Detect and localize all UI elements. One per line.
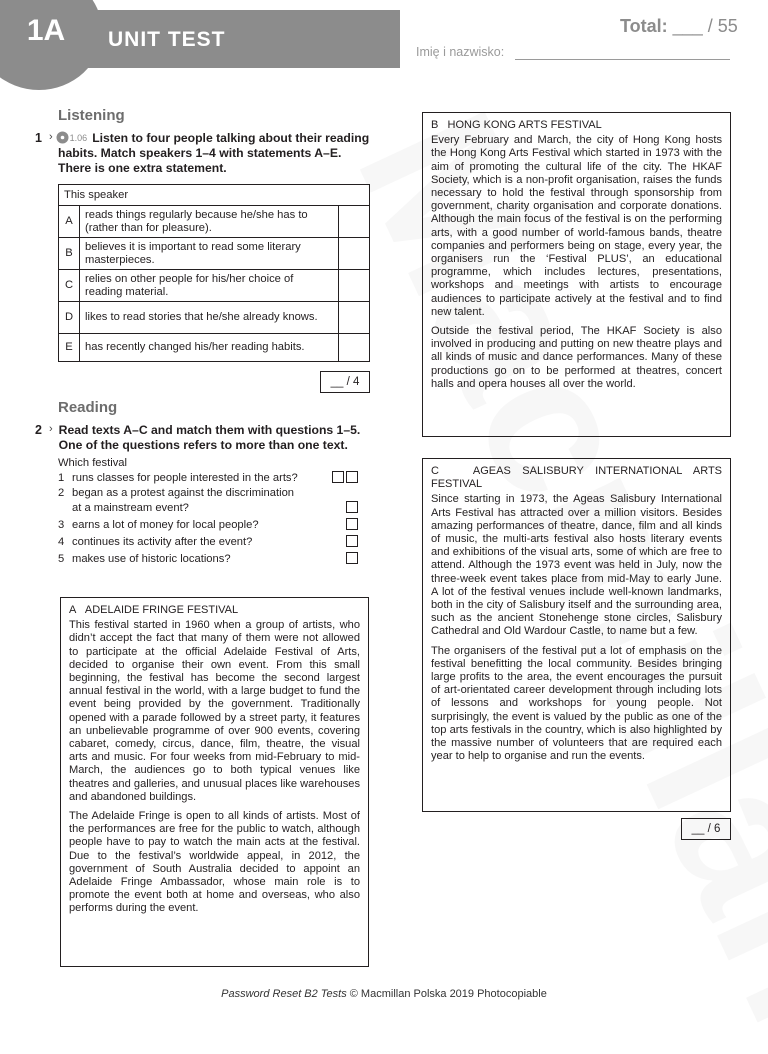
name-field[interactable]	[515, 59, 730, 60]
text-paragraph: The organisers of the festival put a lot of emphasis on the festival benefitting the local community. Besides bringing large profits to the area, the event encourages the pursuit of art-orientated career development through including lots of lessons and workshops for young people. Not surprisingly, the event is valued by the public as one of the top arts festivals in the country, which is also highlighted by the massive number of volunteers that are required each year to help to organise and run the events.	[431, 644, 722, 763]
name-label: Imię i nazwisko:	[416, 45, 505, 59]
question-text: earns a lot of money for local people?	[72, 519, 259, 531]
text-letter: B	[431, 119, 439, 131]
text-letter: C	[431, 465, 439, 477]
unit-number: 1A	[26, 14, 66, 47]
table-header: This speaker	[59, 185, 370, 206]
question-item	[58, 486, 358, 501]
text-letter: A	[69, 604, 77, 616]
chevron-right-icon: ›	[49, 423, 53, 435]
instruction-line: One of the questions refers to more than one text.	[58, 438, 348, 452]
text-paragraph: Since starting in 1973, the Ageas Salisbury International Arts Festival has attracted over a million visitors. Besides amazing performances of theatre, dance, film and all kinds of music, the multi-arts festival also hosts literary events and exhibitions of the visual arts, some of which are free to attend. Although the 1973 event was held in July, now the three-week event takes place from mid-May to early June. A lot of the festival venues include well-known landmarks, both in the city of Salisbury itself and the surrounding area, such as the ancient Stonehenge stone circles, Salisbury Cathedral and Old Wardour Castle, to name but a few.	[431, 493, 722, 638]
question-item-continued	[58, 501, 358, 516]
task-number: 2	[35, 423, 42, 437]
question-number: 1	[58, 472, 65, 484]
row-statement: has recently changed his/her reading habits.	[80, 334, 339, 362]
question-item	[58, 535, 358, 550]
row-letter: C	[59, 270, 80, 302]
table-row	[59, 302, 370, 334]
page-title: UNIT TEST	[108, 28, 226, 51]
text-title: ADELAIDE FRINGE FESTIVAL	[84, 604, 239, 616]
instruction-line: Read texts A–C and match them with questions 1–5.	[58, 423, 361, 437]
text-paragraph: The Adelaide Fringe is open to all kinds of artists. Most of the performances are free for the public to watch, although people have to pay to watch the main acts at the festival. Due to the festival’s worldwide appeal, in 2012, the government of South Australia decided to appoint an Adelaide Fringe Ambassador, whose main role is to promote the event both at home and overseas, who also performs during the event.	[69, 810, 360, 915]
track-number: 1.06	[69, 132, 88, 143]
row-statement: relies on other people for his/her choice of reading material.	[80, 270, 339, 302]
page-footer	[0, 988, 768, 1000]
table-row	[59, 206, 370, 238]
unit-badge	[0, 0, 102, 90]
footer-copyright: © Macmillan Polska 2019 Photocopiable	[349, 988, 547, 1000]
answer-box[interactable]	[346, 471, 358, 483]
row-statement: likes to read stories that he/she already knows.	[80, 302, 339, 334]
question-list	[58, 456, 358, 567]
question-text: runs classes for people interested in the arts?	[72, 472, 298, 484]
reading-section-title: Reading	[58, 399, 118, 416]
answer-box[interactable]	[332, 471, 344, 483]
answer-cell[interactable]	[339, 270, 370, 302]
text-b-heading	[431, 119, 722, 132]
text-a-box	[60, 597, 369, 967]
answer-cell[interactable]	[339, 206, 370, 238]
text-c-box	[422, 458, 731, 812]
question-number: 4	[58, 536, 65, 548]
instruction-line: There is one extra statement.	[58, 161, 227, 175]
row-letter: E	[59, 334, 80, 362]
matching-table	[58, 184, 370, 362]
text-paragraph: Outside the festival period, The HKAF Society is also involved in producing and putting on new theatre plays and all kinds of music and dance performances. Many of these productions go on to be performed at theatres, concert halls and opera houses all over the world.	[431, 325, 722, 390]
answer-box[interactable]	[346, 552, 358, 564]
row-letter: A	[59, 206, 80, 238]
answer-box[interactable]	[346, 501, 358, 513]
question-text: continues its activity after the event?	[72, 536, 253, 548]
answer-cell[interactable]	[339, 334, 370, 362]
task-number: 1	[35, 131, 42, 145]
question-text: began as a protest against the discrimination	[72, 487, 295, 499]
row-statement: reads things regularly because he/she has to (rather than for pleasure).	[80, 206, 339, 238]
question-stem: Which festival	[58, 457, 128, 469]
reading-score[interactable]: __ / 6	[681, 818, 731, 840]
answer-cell[interactable]	[339, 238, 370, 270]
audio-cd-icon[interactable]	[56, 131, 88, 144]
question-item	[58, 471, 358, 486]
text-paragraph: This festival started in 1960 when a group of artists, who didn’t accept the fact that many of them were not allowed to participate at the official Adelaide Festival of Arts, decided to organise their own event. From this small beginning, the festival has become the second largest annual festival in the world, with a large budget to fund the event being provided by the government. Traditionally opened with a parade followed by a street party, it features an unbelievable programme of over 900 events, covering cabaret, comedy, circus, dance, film, theatre, the visual arts and music. For four weeks from mid-February to mid-March, the audiences go to both typical venues like theatres and galleries, and unusual places like warehouses and abandoned buildings.	[69, 619, 360, 803]
question-number: 3	[58, 519, 65, 531]
listening-task	[35, 131, 375, 176]
table-row	[59, 270, 370, 302]
question-number: 2	[58, 487, 65, 499]
reading-task	[35, 423, 375, 453]
text-c-heading	[431, 465, 722, 491]
text-a-heading	[69, 604, 360, 617]
table-row	[59, 334, 370, 362]
text-title: HONG KONG ARTS FESTIVAL	[447, 119, 602, 131]
answer-box[interactable]	[346, 535, 358, 547]
question-text: makes use of historic locations?	[72, 553, 231, 565]
row-statement: believes it is important to read some literary masterpieces.	[80, 238, 339, 270]
instruction-line: habits. Match speakers 1–4 with statements A–E.	[58, 146, 342, 160]
footer-book-title: Password Reset B2 Tests	[221, 988, 347, 1000]
question-item	[58, 552, 358, 567]
row-letter: D	[59, 302, 80, 334]
listening-score[interactable]: __ / 4	[320, 371, 370, 393]
total-score	[620, 16, 738, 37]
question-text: at a mainstream event?	[72, 502, 189, 514]
question-number: 5	[58, 553, 65, 565]
text-paragraph: Every February and March, the city of Hong Kong hosts the Hong Kong Arts Festival which started in 1973 with the aim of promoting the cultural life of the city. The HKAF Society, which is a non-profit organisation, raises the funds necessary to hold the festival through sponsorship from government, charity organisation and corporate donations. Although the main focus of the festival is on the performing arts, with a good number of world-famous bands, theatre companies and performers being on stage, every year, the organisers run the ‘Festival PLUS’, an educational programme, which includes lectures, presentations, workshops and meetings with artists to encourage audiences to participate actively at the festival and to find new talent.	[431, 134, 722, 318]
answer-box[interactable]	[346, 518, 358, 530]
chevron-right-icon: ›	[49, 131, 53, 143]
total-max: / 55	[707, 16, 738, 36]
table-row	[59, 238, 370, 270]
answer-cell[interactable]	[339, 302, 370, 334]
total-blank[interactable]: ___	[672, 16, 703, 36]
text-title: AGEAS SALISBURY INTERNATIONAL ARTS FESTIVAL	[431, 465, 722, 491]
instruction-line: Listen to four people talking about their reading	[92, 131, 370, 145]
text-b-box	[422, 112, 731, 437]
question-item	[58, 518, 358, 533]
listening-section-title: Listening	[58, 107, 125, 124]
row-letter: B	[59, 238, 80, 270]
total-label: Total:	[620, 16, 668, 36]
